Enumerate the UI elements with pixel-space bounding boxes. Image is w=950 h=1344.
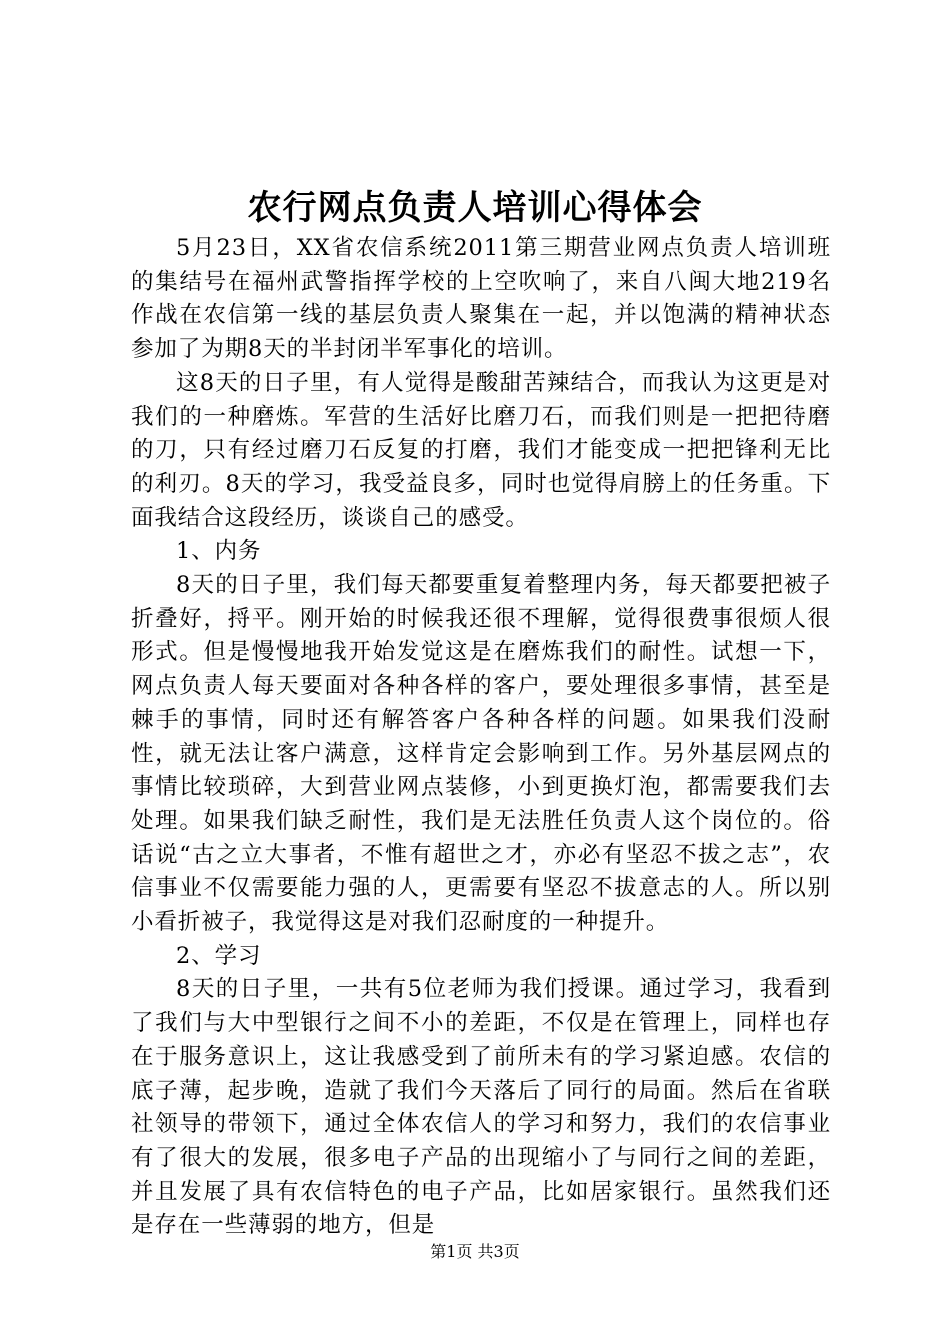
section-heading-study: 2、学习	[176, 942, 262, 969]
document-body	[131, 232, 831, 1243]
page-number-footer: 第1页 共3页	[430, 1242, 520, 1261]
paragraph-experience: 这8天的日子里，有人觉得是酸甜苦辣结合，而我认为这更是对我们的一种磨炼。军营的生活好比磨刀石，而我们则是一把把待磨的刀，只有经过磨刀石反复的打磨，我们才能变成一把把锋利无比的利刃。8天的学习，我受益良多，同时也觉得肩膀上的任务重。下面我结合这段经历，谈谈自己的感受。	[131, 369, 831, 531]
paragraph-intro: 5月23日，XX省农信系统2011第三期营业网点负责人培训班的集结号在福州武警指挥学校的上空吹响了，来自八闽大地219名作战在农信第一线的基层负责人聚集在一起，并以饱满的精神状态参加了为期8天的半封闭半军事化的培训。	[131, 235, 831, 363]
paragraph-housekeeping: 8天的日子里，我们每天都要重复着整理内务，每天都要把被子折叠好，捋平。刚开始的时候我还很不理解，觉得很费事很烦人很形式。但是慢慢地我开始发觉这是在磨炼我们的耐性。试想一下，网点负责人每天要面对各种各样的客户，要处理很多事情，甚至是棘手的事情，同时还有解答客户各种各样的问题。如果我们没耐性，就无法让客户满意，这样肯定会影响到工作。另外基层网点的事情比较琐碎，大到营业网点装修，小到更换灯泡，都需要我们去处理。如果我们缺乏耐性，我们是无法胜任负责人这个岗位的。俗话说“古之立大事者，不惟有超世之才，亦必有坚忍不拔之志”，农信事业不仅需要能力强的人，更需要有坚忍不拔意志的人。所以别小看折被子，我觉得这是对我们忍耐度的一种提升。	[131, 572, 831, 936]
paragraph-study: 8天的日子里，一共有5位老师为我们授课。通过学习，我看到了我们与大中型银行之间不小的差距，不仅是在管理上，同样也存在于服务意识上，这让我感受到了前所未有的学习紧迫感。农信的底子薄，起步晚，造就了我们今天落后了同行的局面。然后在省联社领导的带领下，通过全体农信人的学习和努力，我们的农信事业有了很大的发展，很多电子产品的出现缩小了与同行之间的差距，并且发展了具有农信特色的电子产品，比如居家银行。虽然我们还是存在一些薄弱的地方，但是	[131, 976, 831, 1239]
document-title: 农行网点负责人培训心得体会	[247, 188, 703, 228]
section-heading-housekeeping: 1、内务	[176, 538, 262, 565]
